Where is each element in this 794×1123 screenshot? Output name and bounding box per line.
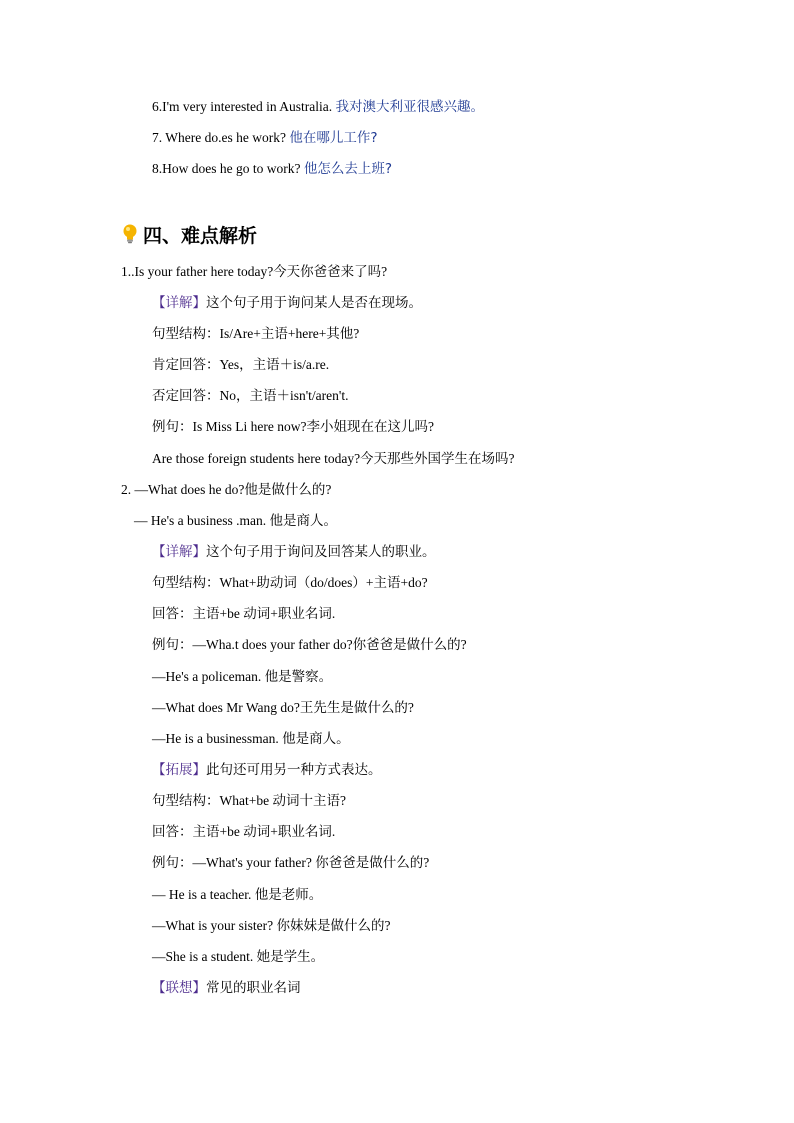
- line-text: 例句：Is Miss Li here now?李小姐现在在这儿吗?: [152, 419, 434, 434]
- line-text: —She is a student. 她是学生。: [152, 949, 325, 964]
- example-en: 6.I'm very interested in Australia.: [152, 99, 333, 114]
- example-line: [152, 730, 350, 748]
- line-text: 句型结构：Is/Are+主语+here+其他?: [152, 326, 360, 341]
- tag-label: 【联想】: [152, 980, 206, 995]
- line-text: 例句：—Wha.t does your father do?你爸爸是做什么的?: [152, 637, 467, 652]
- detail-explanation: [152, 294, 422, 312]
- line-text: 2. —What does he do?他是做什么的?: [121, 482, 332, 497]
- line-text: 回答：主语+be 动词+职业名词.: [152, 606, 336, 621]
- example-en: 8.How does he go to work?: [152, 161, 301, 176]
- line-text: 回答：主语+be 动词+职业名词.: [152, 824, 336, 839]
- line-text: —He's a policeman. 他是警察。: [152, 669, 333, 684]
- extension-explanation: [152, 761, 382, 779]
- item-1-question: [121, 263, 387, 281]
- example-line: [152, 450, 515, 468]
- example-zh: 他在哪儿工作?: [289, 130, 378, 146]
- line-text: 肯定回答：Yes，主语＋is/a.re.: [152, 357, 330, 372]
- detail-explanation: [152, 543, 436, 561]
- section-title: 四、难点解析: [143, 224, 258, 247]
- example-line: [152, 668, 332, 686]
- line-text: —He is a businessman. 他是商人。: [152, 731, 350, 746]
- item-2-answer: [134, 512, 337, 530]
- line-text: —What does Mr Wang do?王先生是做什么的?: [152, 700, 414, 715]
- negative-answer-line: [152, 387, 348, 405]
- line-text: —What is your sister? 你妹妹是做什么的?: [152, 918, 391, 933]
- tag-label: 【详解】: [152, 295, 206, 310]
- example-line: [152, 699, 414, 717]
- answer-line: [152, 605, 335, 623]
- example-line: [152, 418, 434, 436]
- structure-line: [152, 792, 346, 810]
- line-text: 此句还可用另一种方式表达。: [206, 762, 382, 777]
- structure-line: [152, 325, 359, 343]
- line-text: 否定回答：No，主语＋isn't/aren't.: [152, 388, 349, 403]
- line-text: 这个句子用于询问某人是否在现场。: [206, 295, 422, 310]
- item-2-question: [121, 481, 331, 499]
- line-text: 常见的职业名词: [206, 980, 301, 995]
- example-line: [152, 917, 390, 935]
- tag-label: 【详解】: [152, 544, 206, 559]
- tag-label: 【拓展】: [152, 762, 206, 777]
- line-text: 例句：—What's your father? 你爸爸是做什么的?: [152, 855, 430, 870]
- example-zh: 他怎么去上班?: [303, 161, 393, 177]
- line-text: Are those foreign students here today?今天那些外国学生在场吗?: [152, 451, 515, 466]
- association-heading: [152, 979, 301, 997]
- example-zh: 我对澳大利亚很感兴趣。: [335, 99, 485, 115]
- line-text: 句型结构：What+助动词（do/does）+主语+do?: [152, 575, 428, 590]
- example-line: [152, 636, 467, 654]
- line-text: 这个句子用于询问及回答某人的职业。: [206, 544, 436, 559]
- example-line: [152, 854, 429, 872]
- section-heading: [121, 220, 257, 248]
- example-en: 7. Where do.es he work?: [152, 130, 286, 145]
- example-sentence-8: [152, 160, 392, 178]
- example-line: [152, 886, 322, 904]
- example-sentence-6: [152, 98, 484, 116]
- structure-line: [152, 574, 428, 592]
- line-text: 句型结构：What+be 动词十主语?: [152, 793, 346, 808]
- positive-answer-line: [152, 356, 329, 374]
- answer-line: [152, 823, 335, 841]
- example-line: [152, 948, 324, 966]
- example-sentence-7: [152, 129, 378, 147]
- line-text: — He is a teacher. 他是老师。: [152, 887, 323, 902]
- line-text: 1..Is your father here today?今天你爸爸来了吗?: [121, 264, 388, 279]
- line-text: — He's a business .man. 他是商人。: [134, 513, 338, 528]
- lightbulb-icon: [121, 223, 139, 245]
